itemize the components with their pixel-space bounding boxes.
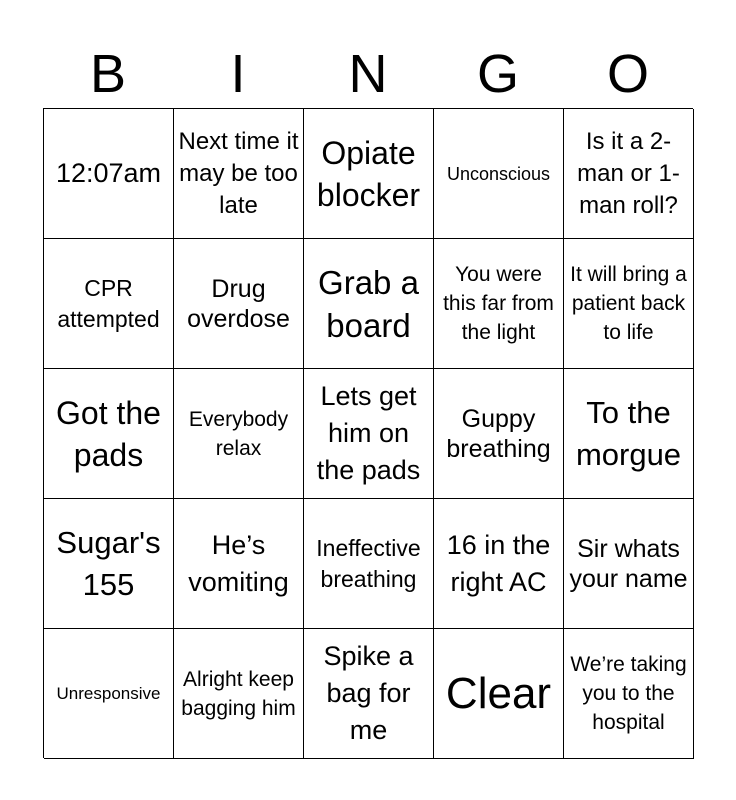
bingo-cell[interactable] — [174, 239, 304, 369]
cell-text: CPR attempted — [57, 274, 160, 332]
bingo-cell[interactable] — [44, 239, 174, 369]
cell-text: Drug overdose — [187, 274, 290, 333]
cell-text: Clear — [445, 668, 552, 718]
bingo-header — [43, 40, 693, 108]
bingo-cell[interactable] — [174, 109, 304, 239]
bingo-card — [43, 108, 693, 758]
cell-text: Guppy breathing — [446, 404, 551, 463]
bingo-cell[interactable] — [44, 109, 174, 239]
header-letter-n: N — [348, 44, 388, 104]
cell-text: It will bring a patient back to life — [570, 263, 687, 344]
bingo-cell[interactable] — [304, 239, 434, 369]
cell-text: Opiate blocker — [316, 134, 421, 213]
cell-text: Got the pads — [56, 394, 161, 473]
bingo-cell[interactable] — [174, 369, 304, 499]
bingo-cell[interactable] — [564, 109, 694, 239]
cell-text: Sir whats your name — [569, 534, 688, 593]
bingo-cell[interactable] — [174, 629, 304, 759]
bingo-cell[interactable] — [44, 629, 174, 759]
cell-text: Spike a bag for me — [323, 641, 414, 745]
bingo-cell[interactable] — [304, 109, 434, 239]
bingo-cell[interactable] — [44, 369, 174, 499]
cell-text: 12:07am — [55, 158, 162, 188]
cell-text: Everybody relax — [188, 407, 289, 460]
cell-text: 16 in the right AC — [446, 529, 551, 597]
cell-text: Grab a board — [318, 263, 419, 344]
cell-text: You were this far from the light — [443, 263, 554, 344]
header-letter-o: O — [606, 44, 649, 104]
cell-text: We’re taking you to the hospital — [570, 653, 687, 734]
bingo-cell[interactable] — [564, 239, 694, 369]
cell-text: Next time it may be too late — [178, 127, 299, 219]
cell-text: Sugar's 155 — [56, 524, 161, 602]
bingo-cell[interactable] — [564, 629, 694, 759]
cell-text: Unconscious — [446, 163, 551, 184]
bingo-cell[interactable] — [434, 629, 564, 759]
cell-text: Lets get him on the pads — [316, 381, 421, 485]
bingo-cell[interactable] — [434, 499, 564, 629]
cell-text: Ineffective breathing — [316, 534, 421, 592]
bingo-cell[interactable] — [44, 499, 174, 629]
bingo-cell[interactable] — [174, 499, 304, 629]
header-letter-i: I — [230, 44, 246, 104]
bingo-cell[interactable] — [304, 629, 434, 759]
bingo-cell[interactable] — [304, 499, 434, 629]
cell-text: To the morgue — [575, 394, 682, 472]
cell-text: He’s vomiting — [188, 529, 289, 597]
cell-text: Is it a 2-man or 1-man roll? — [577, 127, 680, 219]
bingo-cell[interactable] — [564, 499, 694, 629]
header-letter-b: B — [89, 44, 127, 104]
bingo-cell[interactable] — [304, 369, 434, 499]
cell-text: Unresponsive — [56, 684, 161, 703]
cell-text: Alright keep bagging him — [181, 667, 296, 720]
bingo-cell[interactable] — [434, 109, 564, 239]
bingo-cell[interactable] — [434, 239, 564, 369]
header-letter-g: G — [476, 44, 519, 104]
bingo-cell[interactable] — [434, 369, 564, 499]
bingo-cell[interactable] — [564, 369, 694, 499]
